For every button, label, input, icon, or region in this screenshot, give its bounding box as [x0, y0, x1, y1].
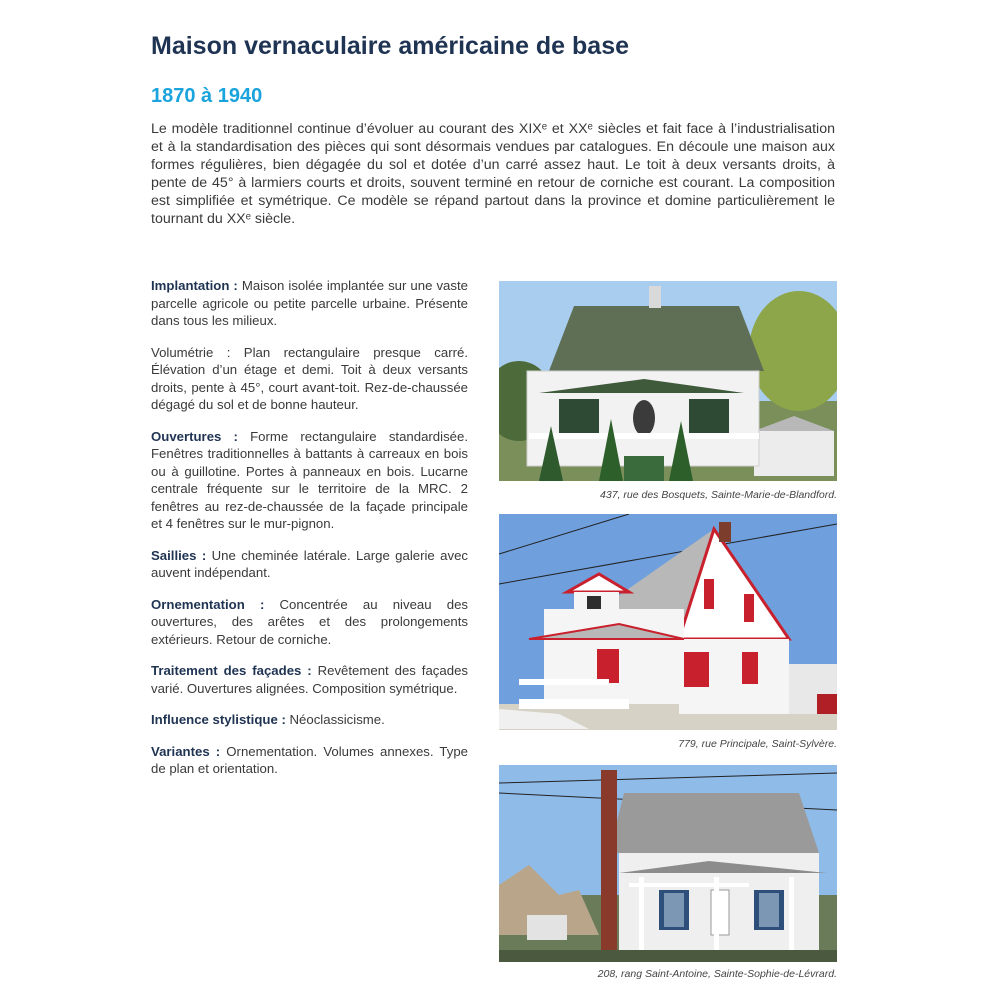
- spec-ornementation: [151, 596, 468, 649]
- photo-caption: 208, rang Saint-Antoine, Sainte-Sophie-de-Lévrard.: [597, 968, 837, 980]
- spec-text: Concentrée au niveau des ouvertures, des arêtes et des prolongements extérieurs. Retour de corniche.: [151, 596, 469, 647]
- photo-house-principale: [499, 514, 837, 730]
- spec-label: Implantation :: [151, 278, 238, 293]
- spec-label: Variantes :: [151, 743, 221, 759]
- spec-label: Saillies :: [151, 547, 207, 563]
- spec-implantation: [151, 277, 468, 330]
- spec-label: Traitement des façades :: [151, 663, 312, 678]
- intro-paragraph: Le modèle traditionnel continue d’évoluer au courant des XIXᵉ et XXᵉ siècles et fait face à l’industrialisation et à la standardisation des pièces qui sont désormais vendues par catalogues. En découle une maison aux formes régulières, bien dégagée du sol et dotée d’un carré assez haut. Le toit à deux versants droits, à pente de 45° à larmiers courts et droits, souvent terminé en retour de corniche est courant. La composition est simplifiée et symétrique. Ce modèle se répand partout dans la province et domine particulièrement le tournant du XXᵉ siècle.: [151, 121, 835, 227]
- spec-influence: [151, 711, 468, 729]
- spec-traitement-facades: [151, 662, 468, 697]
- spec-label: Influence stylistique :: [151, 712, 286, 727]
- spec-text: Maison isolée implantée sur une vaste parcelle agricole ou petite parcelle urbaine. Présente dans tous les milieux.: [151, 278, 468, 328]
- spec-volumetrie: [151, 344, 468, 414]
- page-title: Maison vernaculaire américaine de base: [151, 32, 630, 60]
- photo-caption: 779, rue Principale, Saint-Sylvère.: [678, 738, 837, 750]
- period-heading: 1870 à 1940: [151, 85, 263, 107]
- photo-caption: 437, rue des Bosquets, Sainte-Marie-de-Blandford.: [600, 489, 837, 501]
- spec-ouvertures: [151, 428, 468, 533]
- spec-text: Néoclassicisme.: [289, 712, 385, 727]
- spec-label: Volumétrie :: [151, 344, 231, 360]
- spec-text: Revêtement des façades varié. Ouvertures alignées. Composition symétrique.: [151, 663, 468, 696]
- characteristics-list: [151, 277, 468, 792]
- spec-text: Ornementation. Volumes annexes. Type de plan et orientation.: [151, 743, 469, 776]
- spec-text: Forme rectangulaire standardisée. Fenêtres traditionnelles à battants à carreaux en bois ou à guillotine. Portes à panneaux en bois. Lucarne centrale fréquente sur le territoire de la MRC. 2 fenêtres au rez-de-chaussée de la façade principale et 4 fenêtres sur le mur-pignon.: [151, 428, 468, 531]
- photo-house-bosquets: [499, 281, 837, 481]
- spec-text: Plan rectangulaire presque carré. Élévation d’un étage et demi. Toit à deux versants droits, pente à 45°, court avant-toit. Rez-de-chaussée dégagé du sol et de bonne hauteur.: [151, 344, 468, 412]
- spec-saillies: [151, 547, 468, 582]
- photo-house-saint-antoine: [499, 765, 837, 962]
- spec-text: Une cheminée latérale. Large galerie avec auvent indépendant.: [151, 547, 468, 580]
- spec-label: Ornementation :: [151, 596, 265, 612]
- spec-label: Ouvertures :: [151, 428, 238, 444]
- spec-variantes: [151, 743, 468, 778]
